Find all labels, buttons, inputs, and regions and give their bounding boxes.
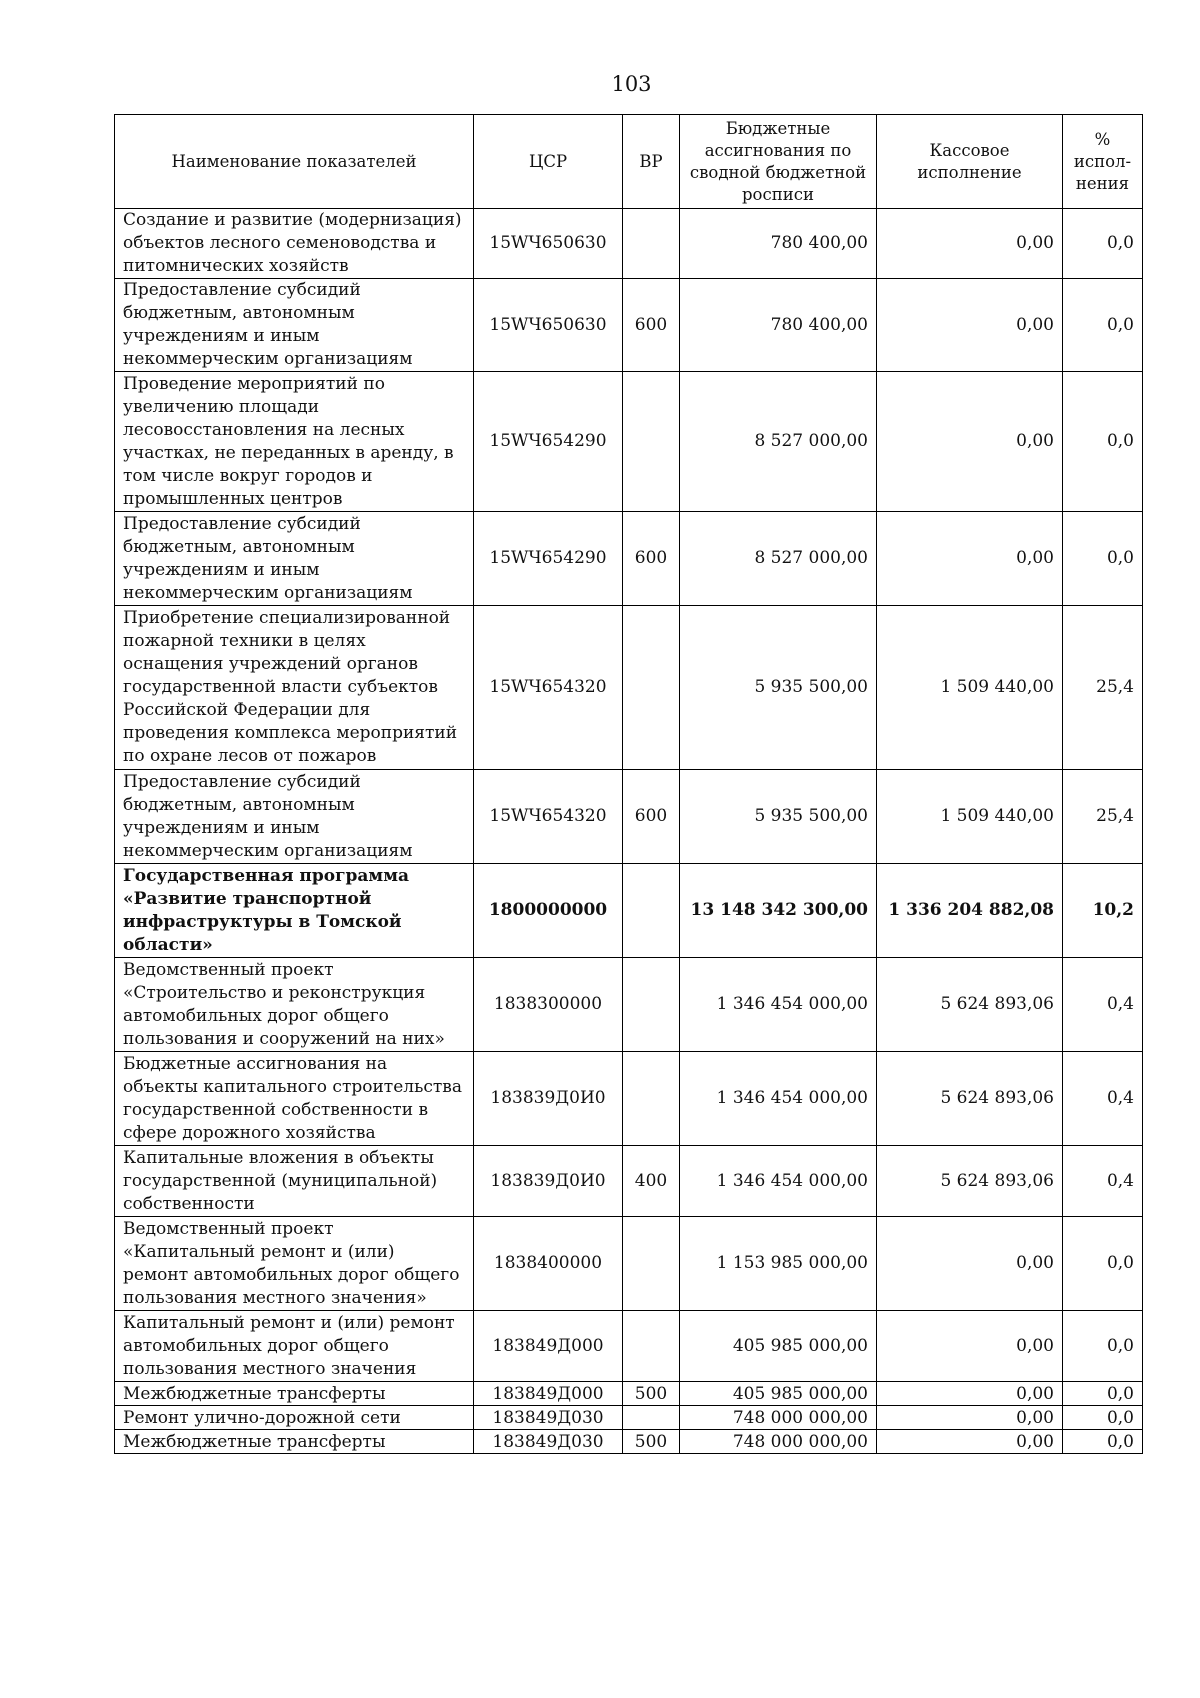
table-row — [115, 279, 1143, 372]
header-budget: Бюджетные ассигнования по сводной бюджетной росписи — [680, 115, 877, 209]
row-csr: 1838400000 — [474, 1217, 623, 1311]
row-budget: 1 346 454 000,00 — [680, 1146, 877, 1217]
row-percent: 0,0 — [1063, 1406, 1143, 1430]
row-csr: 183839Д0И0 — [474, 1052, 623, 1146]
row-csr: 15WЧ654290 — [474, 372, 623, 512]
table-row — [115, 770, 1143, 864]
row-csr: 15WЧ654320 — [474, 606, 623, 770]
header-vr: ВР — [623, 115, 680, 209]
row-cash: 0,00 — [877, 372, 1063, 512]
row-percent: 10,2 — [1063, 864, 1143, 958]
row-vr — [623, 209, 680, 279]
row-name: Проведение мероприятий по увеличению площади лесовосстановления на лесных участках, не переданных в аренду, в том числе вокруг городов и промышленных центров — [115, 372, 474, 512]
row-budget: 748 000 000,00 — [680, 1430, 877, 1454]
table-header-row — [115, 115, 1143, 209]
row-vr — [623, 1406, 680, 1430]
row-name: Предоставление субсидий бюджетным, автономным учреждениям и иным некоммерческим организациям — [115, 512, 474, 606]
row-name: Государственная программа «Развитие транспортной инфраструктуры в Томской области» — [115, 864, 474, 958]
row-budget: 780 400,00 — [680, 209, 877, 279]
table-row — [115, 1382, 1143, 1406]
table-row — [115, 209, 1143, 279]
row-percent: 0,0 — [1063, 279, 1143, 372]
row-csr: 15WЧ650630 — [474, 209, 623, 279]
row-name: Предоставление субсидий бюджетным, автономным учреждениям и иным некоммерческим организациям — [115, 770, 474, 864]
row-name: Создание и развитие (модернизация) объектов лесного семеноводства и питомнических хозяйств — [115, 209, 474, 279]
row-vr: 600 — [623, 279, 680, 372]
header-percent: % испол-нения — [1063, 115, 1143, 209]
budget-execution-table — [114, 114, 1143, 1454]
row-percent: 25,4 — [1063, 770, 1143, 864]
row-cash: 0,00 — [877, 1382, 1063, 1406]
table-row — [115, 1217, 1143, 1311]
row-cash: 0,00 — [877, 1311, 1063, 1382]
row-cash: 0,00 — [877, 1430, 1063, 1454]
header-name: Наименование показателей — [115, 115, 474, 209]
row-name: Ремонт улично-дорожной сети — [115, 1406, 474, 1430]
table-row — [115, 1430, 1143, 1454]
row-percent: 0,0 — [1063, 1217, 1143, 1311]
table-row — [115, 958, 1143, 1052]
row-percent: 0,4 — [1063, 1052, 1143, 1146]
table-row — [115, 1406, 1143, 1430]
row-budget: 780 400,00 — [680, 279, 877, 372]
row-name: Межбюджетные трансферты — [115, 1430, 474, 1454]
row-vr: 400 — [623, 1146, 680, 1217]
table-row — [115, 1052, 1143, 1146]
row-cash: 1 509 440,00 — [877, 770, 1063, 864]
header-csr: ЦСР — [474, 115, 623, 209]
row-vr — [623, 1311, 680, 1382]
page-number: 103 — [611, 72, 652, 96]
row-cash: 0,00 — [877, 209, 1063, 279]
row-name: Приобретение специализированной пожарной техники в целях оснащения учреждений органов государственной власти субъектов Российской Федерации для проведения комплекса мероприятий по охране лесов от пожаров — [115, 606, 474, 770]
row-cash: 0,00 — [877, 512, 1063, 606]
row-cash: 1 509 440,00 — [877, 606, 1063, 770]
row-vr: 600 — [623, 770, 680, 864]
row-csr: 1800000000 — [474, 864, 623, 958]
row-percent: 0,4 — [1063, 958, 1143, 1052]
row-percent: 0,0 — [1063, 1430, 1143, 1454]
row-vr — [623, 864, 680, 958]
table-row — [115, 1311, 1143, 1382]
row-csr: 1838300000 — [474, 958, 623, 1052]
row-cash: 0,00 — [877, 279, 1063, 372]
row-csr: 15WЧ654290 — [474, 512, 623, 606]
table-row-program-total — [115, 864, 1143, 958]
row-name: Капитальные вложения в объекты государственной (муниципальной) собственности — [115, 1146, 474, 1217]
row-vr — [623, 606, 680, 770]
row-csr: 15WЧ650630 — [474, 279, 623, 372]
row-name: Ведомственный проект «Капитальный ремонт и (или) ремонт автомобильных дорог общего пользования местного значения» — [115, 1217, 474, 1311]
row-percent: 0,0 — [1063, 372, 1143, 512]
row-budget: 1 346 454 000,00 — [680, 1052, 877, 1146]
row-budget: 405 985 000,00 — [680, 1382, 877, 1406]
row-percent: 0,0 — [1063, 1311, 1143, 1382]
row-vr — [623, 958, 680, 1052]
row-vr — [623, 1052, 680, 1146]
row-budget: 1 153 985 000,00 — [680, 1217, 877, 1311]
row-budget: 748 000 000,00 — [680, 1406, 877, 1430]
row-budget: 8 527 000,00 — [680, 372, 877, 512]
row-vr — [623, 372, 680, 512]
row-cash: 1 336 204 882,08 — [877, 864, 1063, 958]
row-csr: 183849Д000 — [474, 1382, 623, 1406]
row-budget: 13 148 342 300,00 — [680, 864, 877, 958]
row-csr: 183849Д030 — [474, 1430, 623, 1454]
row-percent: 0,0 — [1063, 512, 1143, 606]
row-csr: 15WЧ654320 — [474, 770, 623, 864]
row-budget: 5 935 500,00 — [680, 770, 877, 864]
row-vr: 500 — [623, 1430, 680, 1454]
row-cash: 0,00 — [877, 1406, 1063, 1430]
row-vr — [623, 1217, 680, 1311]
row-percent: 25,4 — [1063, 606, 1143, 770]
row-csr: 183849Д000 — [474, 1311, 623, 1382]
row-csr: 183849Д030 — [474, 1406, 623, 1430]
row-cash: 5 624 893,06 — [877, 1052, 1063, 1146]
table-row — [115, 1146, 1143, 1217]
row-budget: 5 935 500,00 — [680, 606, 877, 770]
row-budget: 1 346 454 000,00 — [680, 958, 877, 1052]
table-row — [115, 512, 1143, 606]
row-name: Ведомственный проект «Строительство и реконструкция автомобильных дорог общего пользования и сооружений на них» — [115, 958, 474, 1052]
row-name: Бюджетные ассигнования на объекты капитального строительства государственной собственности в сфере дорожного хозяйства — [115, 1052, 474, 1146]
row-csr: 183839Д0И0 — [474, 1146, 623, 1217]
row-budget: 8 527 000,00 — [680, 512, 877, 606]
row-cash: 0,00 — [877, 1217, 1063, 1311]
row-vr: 600 — [623, 512, 680, 606]
row-vr: 500 — [623, 1382, 680, 1406]
table-row — [115, 372, 1143, 512]
row-name: Капитальный ремонт и (или) ремонт автомобильных дорог общего пользования местного значения — [115, 1311, 474, 1382]
row-percent: 0,4 — [1063, 1146, 1143, 1217]
row-cash: 5 624 893,06 — [877, 958, 1063, 1052]
row-percent: 0,0 — [1063, 1382, 1143, 1406]
table-row — [115, 606, 1143, 770]
row-percent: 0,0 — [1063, 209, 1143, 279]
row-budget: 405 985 000,00 — [680, 1311, 877, 1382]
header-cash: Кассовое исполнение — [877, 115, 1063, 209]
row-name: Предоставление субсидий бюджетным, автономным учреждениям и иным некоммерческим организациям — [115, 279, 474, 372]
row-cash: 5 624 893,06 — [877, 1146, 1063, 1217]
row-name: Межбюджетные трансферты — [115, 1382, 474, 1406]
